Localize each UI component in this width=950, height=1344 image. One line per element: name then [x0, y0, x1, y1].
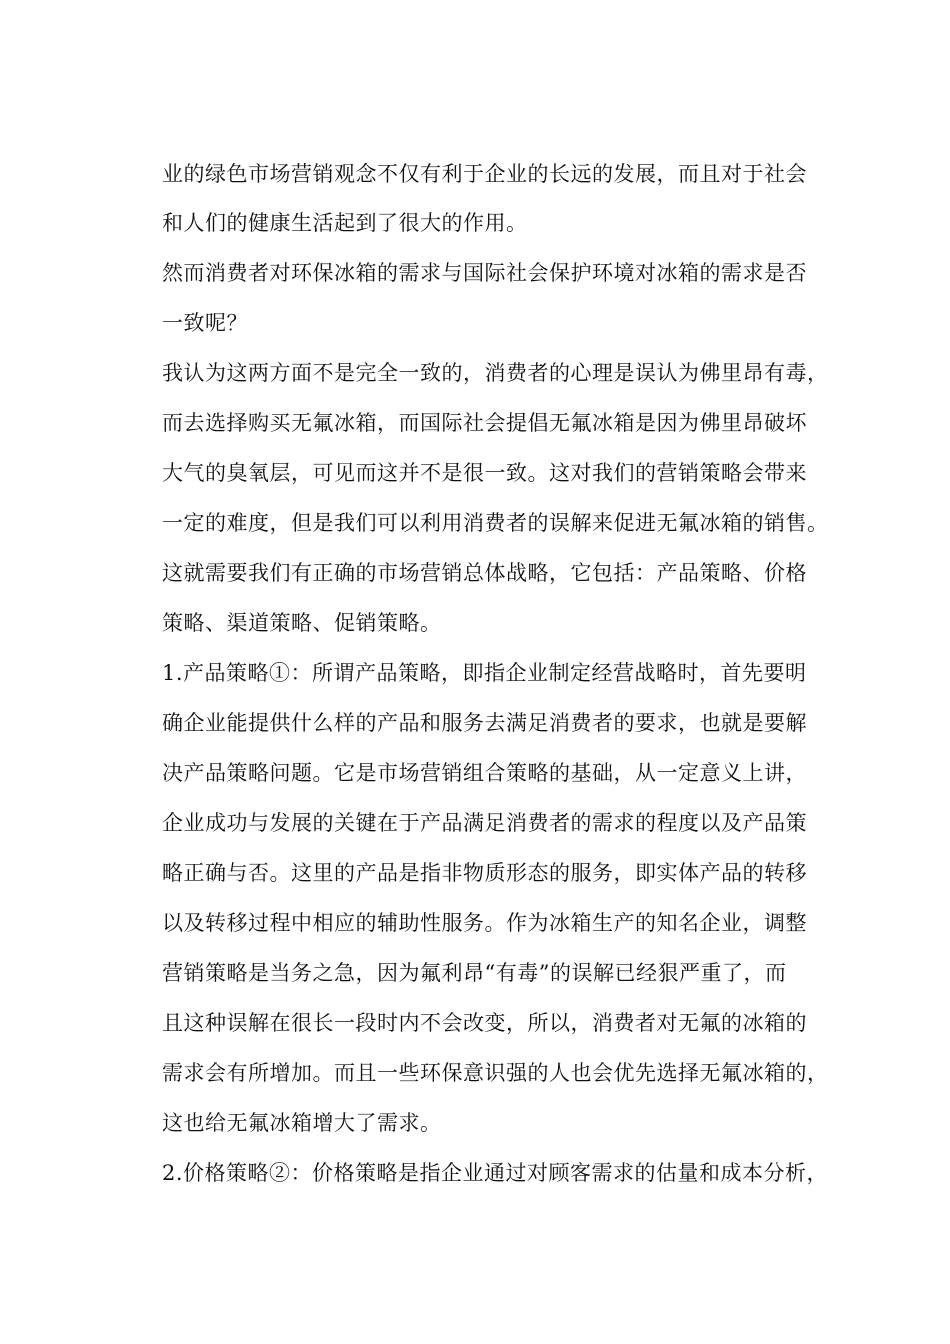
text-line: 企业成功与发展的关键在于产品满足消费者的需求的程度以及产品策	[162, 811, 807, 835]
text-line: 这也给无氟冰箱增大了需求。	[162, 1111, 442, 1135]
text-line: 一致呢？	[162, 311, 248, 335]
text-line: 2.价格策略②：价格策略是指企业通过对顾客需求的估量和成本分析，	[162, 1161, 829, 1185]
text-line: 这就需要我们有正确的市场营销总体战略，它包括：产品策略、价格	[162, 561, 807, 585]
text-line: 且这种误解在很长一段时内不会改变，所以，消费者对无氟的冰箱的	[162, 1011, 807, 1035]
text-line: 决产品策略问题。它是市场营销组合策略的基础，从一定意义上讲，	[162, 761, 807, 785]
text-line: 以及转移过程中相应的辅助性服务。作为冰箱生产的知名企业，调整	[162, 911, 807, 935]
text-line: 略正确与否。这里的产品是指非物质形态的服务，即实体产品的转移	[162, 861, 807, 885]
text-line: 1.产品策略①：所谓产品策略，即指企业制定经营战略时，首先要明	[162, 661, 807, 685]
text-line: 策略、渠道策略、促销策略。	[162, 611, 442, 635]
text-line: 营销策略是当务之急，因为氟利昂“有毒”的误解已经狠严重了，而	[162, 961, 787, 985]
text-line: 和人们的健康生活起到了很大的作用。	[162, 211, 528, 235]
text-line: 一定的难度，但是我们可以利用消费者的误解来促进无氟冰箱的销售。	[162, 511, 829, 535]
text-line: 我认为这两方面不是完全一致的，消费者的心理是误认为佛里昂有毒，	[162, 361, 829, 385]
text-line: 然而消费者对环保冰箱的需求与国际社会保护环境对冰箱的需求是否	[162, 261, 807, 285]
text-line: 大气的臭氧层，可见而这并不是很一致。这对我们的营销策略会带来	[162, 461, 807, 485]
text-line: 确企业能提供什么样的产品和服务去满足消费者的要求，也就是要解	[162, 711, 807, 735]
text-line: 业的绿色市场营销观念不仅有利于企业的长远的发展，而且对于社会	[162, 162, 807, 186]
text-line: 而去选择购买无氟冰箱，而国际社会提倡无氟冰箱是因为佛里昂破坏	[162, 411, 807, 435]
text-line: 需求会有所增加。而且一些环保意识强的人也会优先选择无氟冰箱的，	[162, 1061, 829, 1085]
